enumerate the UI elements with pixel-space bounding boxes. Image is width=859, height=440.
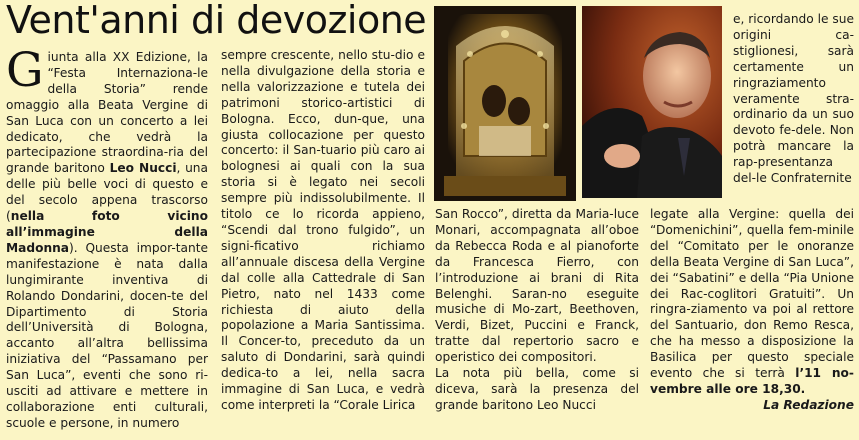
col2-text: sempre crescente, nello stu-dio e nella divulgazione della storia e nella valorizzazione e tutela dei patrimoni storico-artistici di Bologna. Ecco, dun-que, una giusta collocazione per questo concerto: il San-tuario più caro ai bolognesi ai quali con la sua storia si è legato nei secoli sempre più indissolubilmente. Il titolo ce lo ricorda appieno, “Scendi dal trono fulgido”, un signi-ficativo richiamo all’annuale discesa della Vergine dal colle alla Cattedrale di San Pietro, nato nel 1433 come richiesta di aiuto della popolazione a Maria Santissima. Il Concer-to, preceduto da un saluto di Dondarini, sarà quindi dedica-to a lei, nella sacra immagine di San Luca, e vedrà come interpreti la “Corale Lirica	[221, 48, 425, 412]
leo-nucci-photo	[582, 6, 722, 198]
col4top-text: e, ricordando le sue origini ca-stiglionesi, sarà certamente un ringraziamento veramente stra-ordinario da un suo devoto fe-dele. Non potrà mancare la rap-presentanza del-le Confraternite	[733, 12, 854, 186]
article-column-4-top	[733, 12, 854, 187]
article-column-2	[221, 48, 425, 414]
col1-text-a: iunta alla XX Edizione, la “Festa Internaziona-le della Storia” rende omaggio alla Beata Vergine di San Luca con un concerto a lei dedicato, che vedrà la partecipazione straordina-ria del grande baritono	[6, 50, 208, 176]
col3-paragraph-1: San Rocco”, diretta da Maria-luce Monari, accompagnata all’oboe da Rebecca Roda e al pianoforte da Francesca Fierro, con l’introduzione ai brani di Rita Belenghi. Saran-no eseguite musiche di Mo-zart, Beethoven, Verdi, Bizet, Puccini e Franck, tratte dal repertorio sacro e operistico dei compositori.	[435, 207, 639, 365]
article-column-3	[435, 207, 639, 414]
madonna-altar-image	[434, 6, 576, 201]
col3-paragraph-2: La nota più bella, come si diceva, sarà la presenza del grande baritono Leo Nucci	[435, 366, 639, 412]
col4-text: legate alla Vergine: quella dei “Domenichini”, quella fem-minile del “Comitato per le onoranze della Beata Vergine di San Luca”, dei “Sabatini” e della “Pia Unione dei Rac-coglitori Gratuiti”. Un ringra-ziamento va poi al rettore del Santuario, don Remo Resca, che ha messo a disposizione la Basilica per questo speciale evento che si terrà	[650, 207, 854, 381]
article-column-4	[650, 207, 854, 414]
col1-text-b: , una delle più belle voci di questo e del secolo appena trascorso (	[6, 161, 209, 224]
signature: La Redazione	[763, 397, 854, 412]
singer-portrait	[582, 6, 722, 198]
drop-cap: G	[6, 43, 44, 98]
photo-reference: nella foto vicino all’immagine della Madonna	[6, 209, 208, 255]
article-title: Vent'anni di devozione	[6, 0, 427, 42]
col1-text-c: ). Questa impor-tante manifestazione è nata dalla lungimirante inventiva di Rolando Dondarini, docen-te del Dipartimento di Storia dell’Università di Bologna, accanto all’altra bellissima iniziativa del “Passamano per San Luca”, eventi che sono ri-usciti ad attivare e mettere in collaborazione enti culturali, scuole e persone, in numero	[6, 240, 208, 430]
madonna-icon-photo	[434, 6, 576, 201]
singer-name: Leo Nucci	[109, 161, 177, 176]
event-date: l’11 no-vembre alle ore 18,30.	[650, 366, 854, 396]
article-column-1	[6, 43, 209, 432]
